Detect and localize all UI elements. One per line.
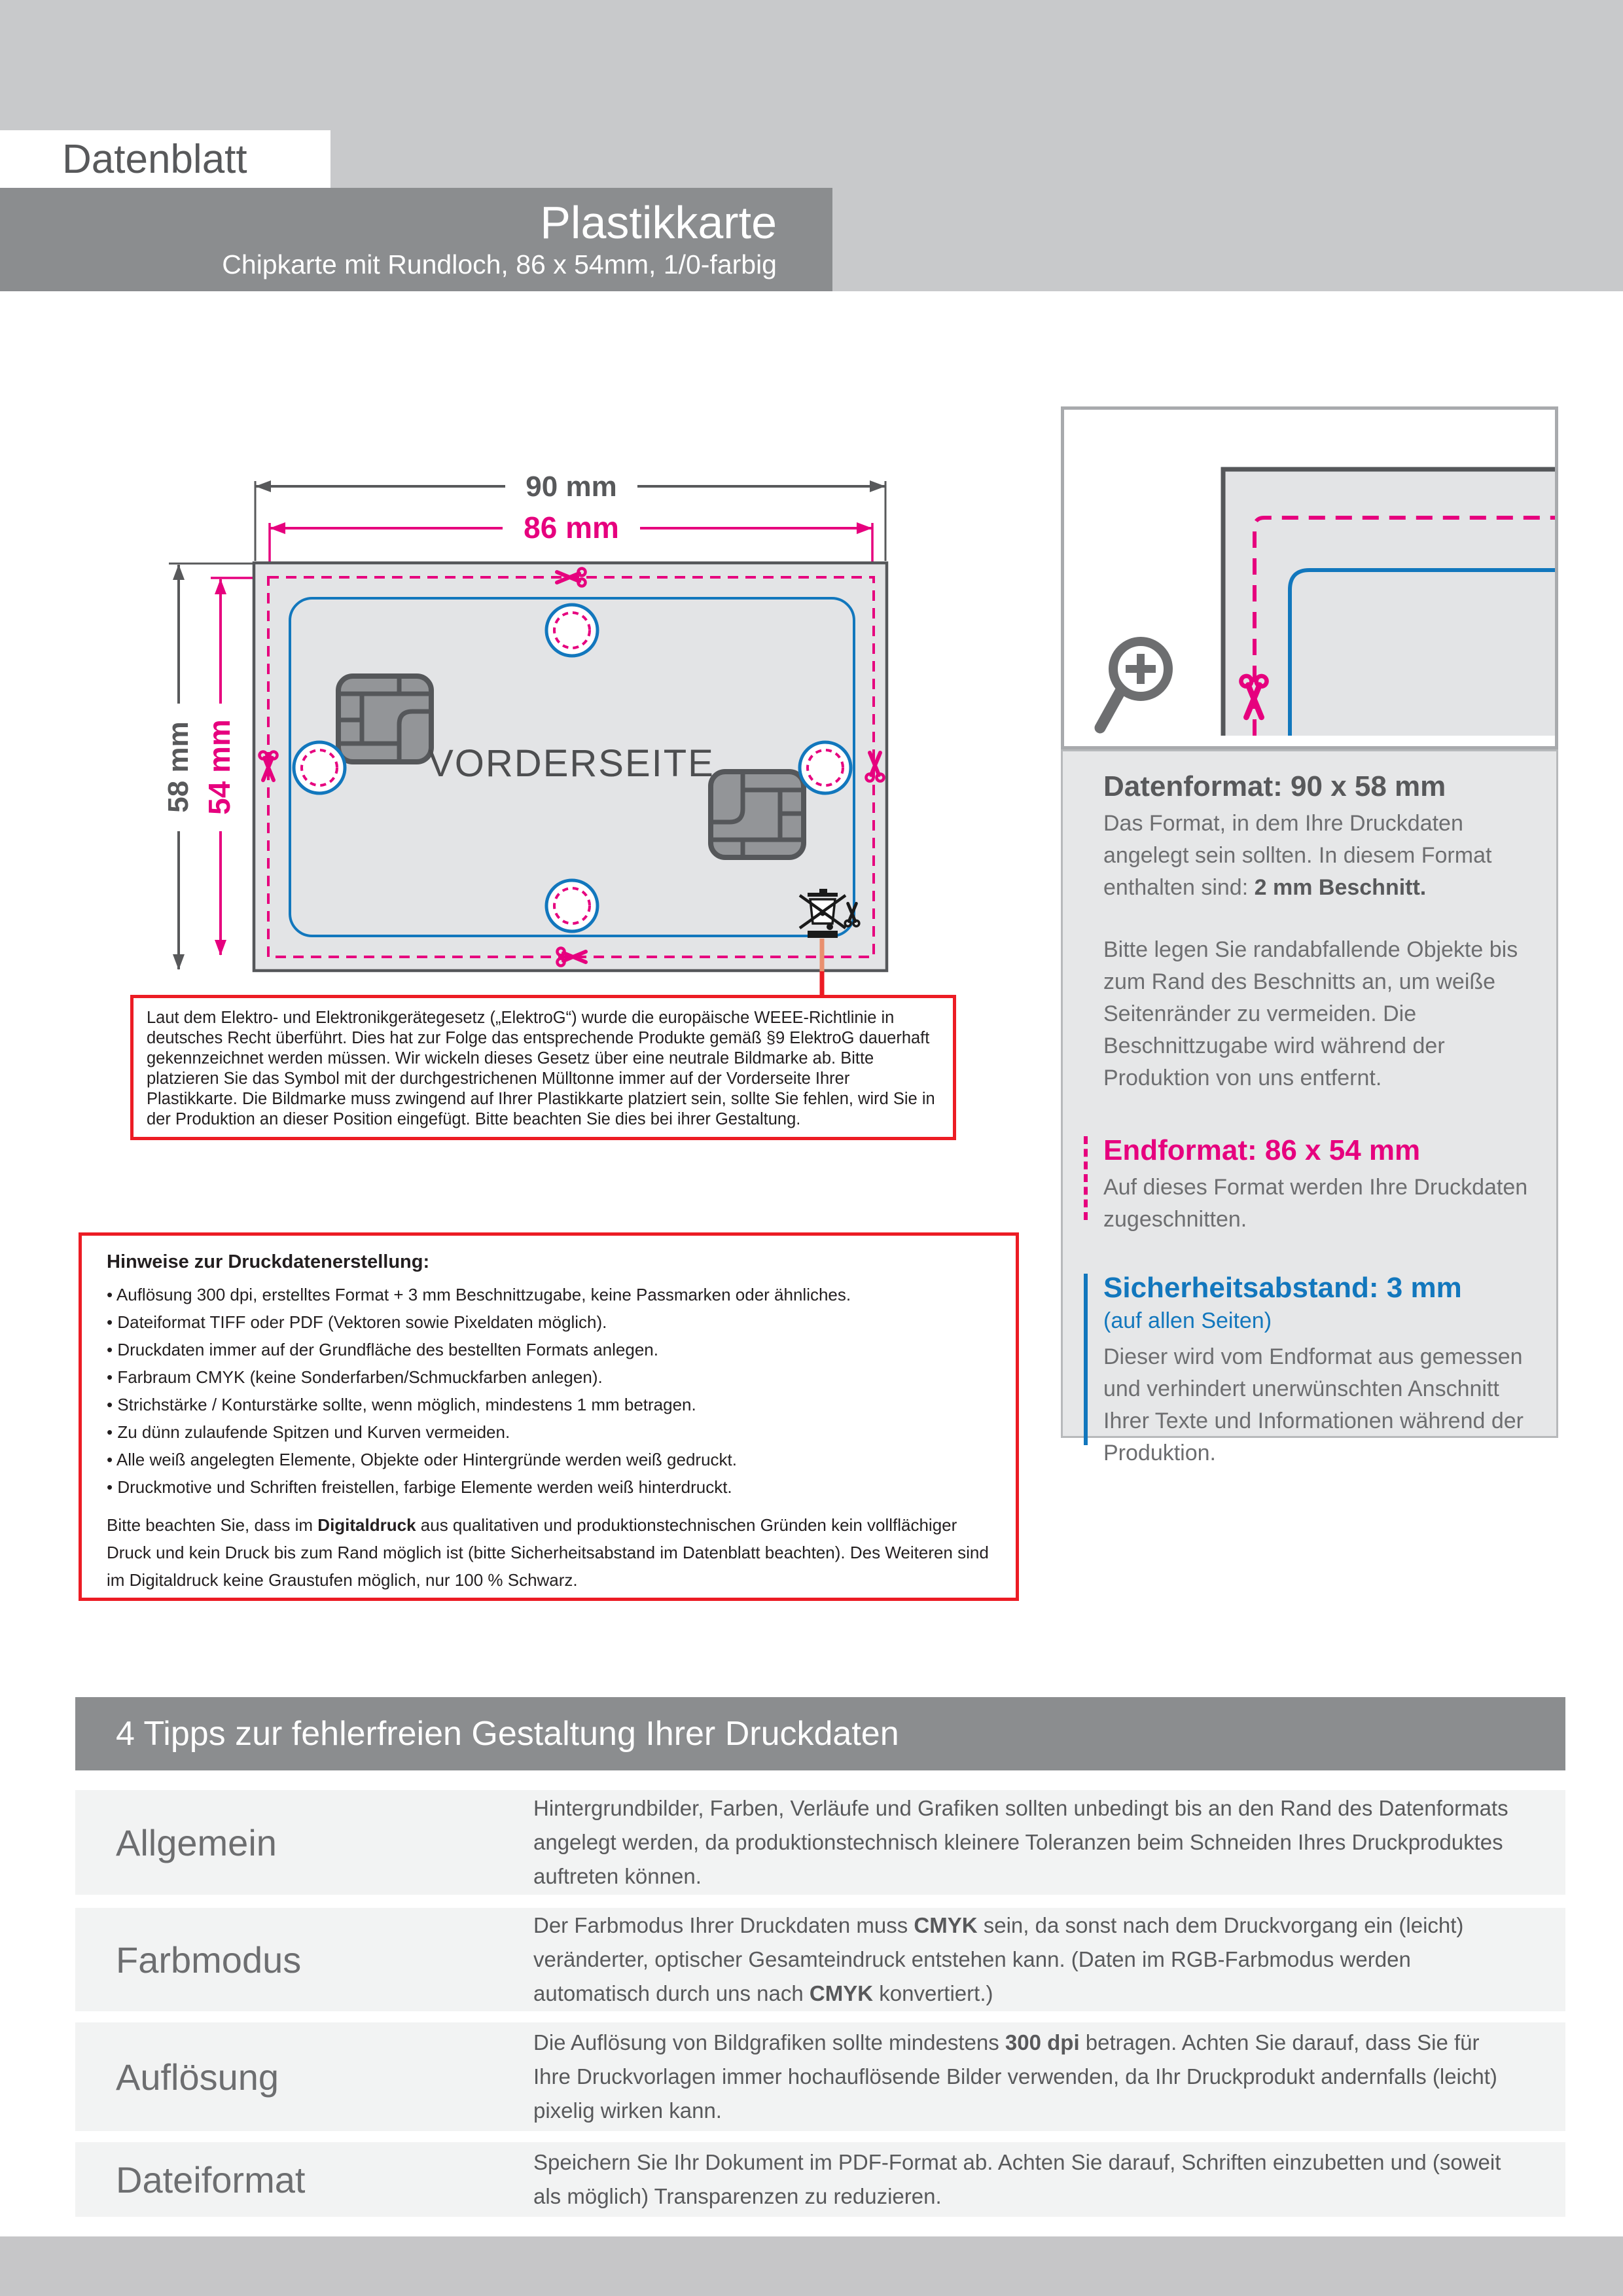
round-hole: [294, 742, 345, 793]
dim-outer-width-label: 90 mm: [526, 471, 617, 503]
card-front-label: VORDERSEITE: [428, 742, 715, 785]
tip-label: Allgemein: [116, 1821, 277, 1863]
dim-inner-height-label: 54 mm: [202, 719, 236, 815]
tip-row-farbmodus: [75, 1908, 1565, 2011]
chip-icon: [711, 772, 804, 857]
endformat-section: [1103, 1134, 1531, 1236]
hinweise-title: Hinweise zur Druckdatenerstellung:: [107, 1251, 430, 1272]
tip-text: Hintergrundbilder, Farben, Verläufe und Grafiken sollten unbedingt bis an den Rand des Datenformats angelegt werden, da produktionstechnisch kleinere Toleranzen beim Schneiden Ihres Druckproduktes auftreten können.: [533, 1796, 1508, 1888]
tip-label: Dateiformat: [116, 2159, 306, 2200]
hinweise-bullet-list: [107, 1281, 991, 1501]
dim-inner-width-label: 86 mm: [524, 511, 619, 545]
hinweise-bullet: • Druckmotive und Schriften freistellen, farbige Elemente werden weiß hinterdruckt.: [107, 1473, 991, 1501]
format-info-panel: [1061, 749, 1558, 1465]
hinweise-bullet: • Farbraum CMYK (keine Sonderfarben/Schmuckfarben anlegen).: [107, 1363, 991, 1391]
hinweise-bullet: • Auflösung 300 dpi, erstelltes Format + 3 mm Beschnittzugabe, keine Passmarken oder ähnliches.: [107, 1281, 991, 1308]
datenformat-body2: Bitte legen Sie randabfallende Objekte bis zum Rand des Beschnitts an, um weiße Seitenränder zu vermeiden. Die Beschnittzugabe wird während der Produktion von uns entfernt.: [1103, 937, 1518, 1090]
round-hole: [546, 605, 597, 656]
endformat-body: Auf dieses Format werden Ihre Druckdaten zugeschnitten.: [1103, 1175, 1528, 1232]
datenformat-body: Das Format, in dem Ihre Druckdaten angelegt sein sollten. In diesem Format enthalten sind: 2 mm Beschnitt.: [1103, 811, 1492, 900]
weee-note-box: [130, 995, 956, 1140]
page-subtitle: Chipkarte mit Rundloch, 86 x 54mm, 1/0-farbig: [222, 249, 777, 279]
tips-title: 4 Tipps zur fehlerfreien Gestaltung Ihrer Druckdaten: [116, 1715, 899, 1753]
datenformat-section: [1103, 770, 1531, 1094]
chip-icon: [338, 676, 431, 762]
round-hole: [546, 880, 597, 931]
hinweise-bullet: • Dateiformat TIFF oder PDF (Vektoren sowie Pixeldaten möglich).: [107, 1308, 991, 1336]
datenblatt-label: Datenblatt: [62, 136, 247, 182]
safety-line-swatch: [1084, 1274, 1088, 1445]
hinweise-bullet: • Druckdaten immer auf der Grundfläche des bestellten Formats anlegen.: [107, 1336, 991, 1363]
sicherheitsabstand-subtitle: (auf allen Seiten): [1103, 1308, 1272, 1333]
corner-detail-box: [1061, 406, 1558, 749]
tip-text: Der Farbmodus Ihrer Druckdaten muss CMYK sein, da sonst nach dem Druckvorgang ein (leicht) veränderter, optischer Gesamteindruck entstehen kann. (Daten im RGB-Farbmodus werden automatisch durch uns nach CMYK konvertiert.): [533, 1913, 1464, 2005]
corner-detail-diagram: [1064, 410, 1555, 746]
tip-label: Farbmodus: [116, 1939, 302, 1981]
endformat-cut-line-swatch: [1084, 1136, 1088, 1220]
dim-outer-height-label: 58 mm: [162, 721, 194, 813]
weee-note-text: Laut dem Elektro- und Elektronikgerätegesetz („ElektroG“) wurde die europäische WEEE-Richtlinie in deutsches Recht überführt. Dies hat zur Folge das entsprechende Produkte gemäß §9 ElektroG dauerhaft gekennzeichnet werden müssen. Wir wickeln dieses Gesetz über eine neutrale Bildmarke ab. Bitte platzieren Sie das Symbol mit der durchgestrichenen Mülltonne immer auf der Vorderseite Ihrer Plastikkarte. Die Bildmarke muss zwingend auf Ihrer Plastikkarte platziert sein, sollte Sie fehlen, wird Sie in der Produktion an dieser Position eingefügt. Bitte beachten Sie dies bei ihrer Gestaltung.: [147, 1009, 935, 1128]
datenformat-title: Datenformat: 90 x 58 mm: [1103, 770, 1446, 802]
tip-row-dateiformat: [75, 2142, 1565, 2217]
hinweise-box: [79, 1232, 1019, 1601]
tip-text: Speichern Sie Ihr Dokument im PDF-Format ab. Achten Sie darauf, Schriften einzubetten und (soweit als möglich) Transparenzen zu reduzieren.: [533, 2150, 1501, 2208]
magnifier-plus-icon: [1100, 641, 1168, 728]
footer-band: [0, 2236, 1623, 2296]
sicherheitsabstand-section: [1103, 1271, 1531, 1469]
tip-label: Auflösung: [116, 2056, 279, 2098]
hinweise-bullet: • Alle weiß angelegten Elemente, Objekte oder Hintergründe werden weiß gedruckt.: [107, 1446, 991, 1473]
tip-text: Die Auflösung von Bildgrafiken sollte mindestens 300 dpi betragen. Achten Sie darauf, dass Sie für Ihre Druckvorlagen immer hochauflösende Bilder verwenden, da Ihr Druckprodukt andernfalls (leicht) pixelig wirken kann.: [533, 2030, 1497, 2123]
endformat-title: Endformat: 86 x 54 mm: [1103, 1134, 1421, 1166]
sicherheitsabstand-body: Dieser wird vom Endformat aus gemessen und verhindert unerwünschten Anschnitt Ihrer Texte und Informationen während der Produktion.: [1103, 1344, 1524, 1465]
sicherheitsabstand-title: Sicherheitsabstand: 3 mm: [1103, 1272, 1462, 1304]
hinweise-bullet: • Strichstärke / Konturstärke sollte, wenn möglich, mindestens 1 mm betragen.: [107, 1391, 991, 1418]
tip-row-aufloesung: [75, 2022, 1565, 2131]
page-title: Plastikkarte: [540, 197, 777, 248]
hinweise-note: Bitte beachten Sie, dass im Digitaldruck aus qualitativen und produktionstechnischen Gründen kein vollflächiger Druck und kein Druck bis zum Rand möglich ist (bitte Sicherheitsabstand im Datenblatt beachten). Des Weiteren sind im Digitaldruck keine Graustufen möglich, nur 100 % Schwarz.: [107, 1515, 989, 1590]
hinweise-bullet: • Zu dünn zulaufende Spitzen und Kurven vermeiden.: [107, 1418, 991, 1446]
tips-header: [75, 1697, 1565, 1770]
round-hole: [800, 742, 851, 793]
detail-card-area: [1223, 469, 1555, 736]
tip-row-allgemein: [75, 1790, 1565, 1895]
